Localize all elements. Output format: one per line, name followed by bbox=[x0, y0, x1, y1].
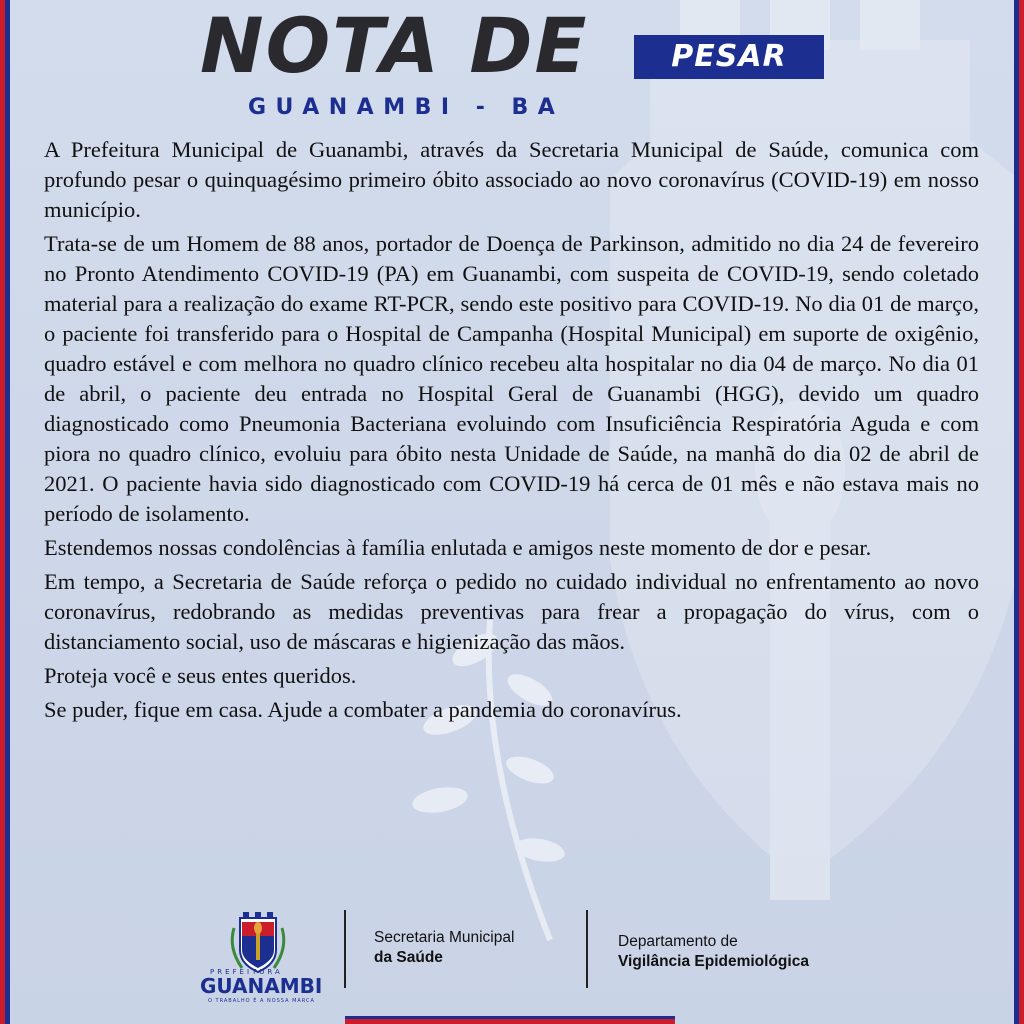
left-border-stripe bbox=[0, 0, 10, 1024]
footer-divider bbox=[586, 910, 588, 988]
page-title: NOTA DE bbox=[200, 1, 589, 90]
paragraph: Trata-se de um Homem de 88 anos, portador de Doença de Parkinson, admitido no dia 24 de fevereiro no Pronto Atendimento COVID-19 (PA) em Guanambi, com suspeita de COVID-19, sendo coletado material para a realização do exame RT-PCR, sendo este positivo para COVID-19. No dia 01 de março, o paciente foi transferido para o Hospital de Campanha (Hospital Municipal) em suporte de oxigênio, quadro estável e com melhora no quadro clínico recebeu alta hospitalar no dia 04 de março. No dia 01 de abril, o paciente deu entrada no Hospital Geral de Guanambi (HGG), devido um quadro diagnosticado como Pneumonia Bacteriana evoluindo com Insuficiência Respiratória Aguda e com piora no quadro clínico, evoluiu para óbito nesta Unidade de Saúde, na manhã do dia 02 de abril de 2021. O paciente havia sido diagnosticado com COVID-19 há cerca de 01 mês e não estava mais no período de isolamento. bbox=[44, 231, 979, 526]
paragraph: Proteja você e seus entes queridos. bbox=[44, 663, 357, 688]
pesar-badge-label: PESAR bbox=[671, 39, 787, 74]
departamento-line2: Vigilância Epidemiológica bbox=[618, 953, 809, 970]
departamento-label bbox=[618, 932, 809, 972]
pesar-badge bbox=[634, 35, 824, 79]
paragraph: A Prefeitura Municipal de Guanambi, através da Secretaria Municipal de Saúde, comunica com profundo pesar o quinquagésimo primeiro óbito associado ao novo coronavírus (COVID-19) em nosso município. bbox=[44, 137, 979, 222]
logo-prefix: PREFEITURA bbox=[210, 968, 283, 976]
paragraph: Em tempo, a Secretaria de Saúde reforça o pedido no cuidado individual no enfrentamento ao novo coronavírus, redobrando as medidas preventivas para frear a propagação do vírus, com o distanciamento social, uso de máscaras e higienização das mãos. bbox=[44, 569, 979, 654]
right-border-stripe bbox=[1014, 0, 1024, 1024]
logo-motto: O TRABALHO É A NOSSA MARCA bbox=[208, 998, 315, 1004]
logo-name: GUANAMBI bbox=[200, 974, 323, 998]
secretaria-line1: Secretaria Municipal bbox=[374, 929, 515, 946]
departamento-line1: Departamento de bbox=[618, 933, 738, 950]
secretaria-label bbox=[374, 928, 514, 968]
secretaria-line2: da Saúde bbox=[374, 949, 443, 966]
bottom-accent-bar bbox=[345, 1016, 675, 1024]
paragraph: Se puder, fique em casa. Ajude a combater a pandemia do coronavírus. bbox=[44, 697, 682, 722]
footer-divider bbox=[344, 910, 346, 988]
announcement-body bbox=[44, 135, 979, 729]
city-subtitle: GUANAMBI - BA bbox=[248, 95, 565, 120]
footer bbox=[0, 900, 1024, 1015]
paragraph: Estendemos nossas condolências à família enlutada e amigos neste momento de dor e pesar. bbox=[44, 535, 872, 560]
